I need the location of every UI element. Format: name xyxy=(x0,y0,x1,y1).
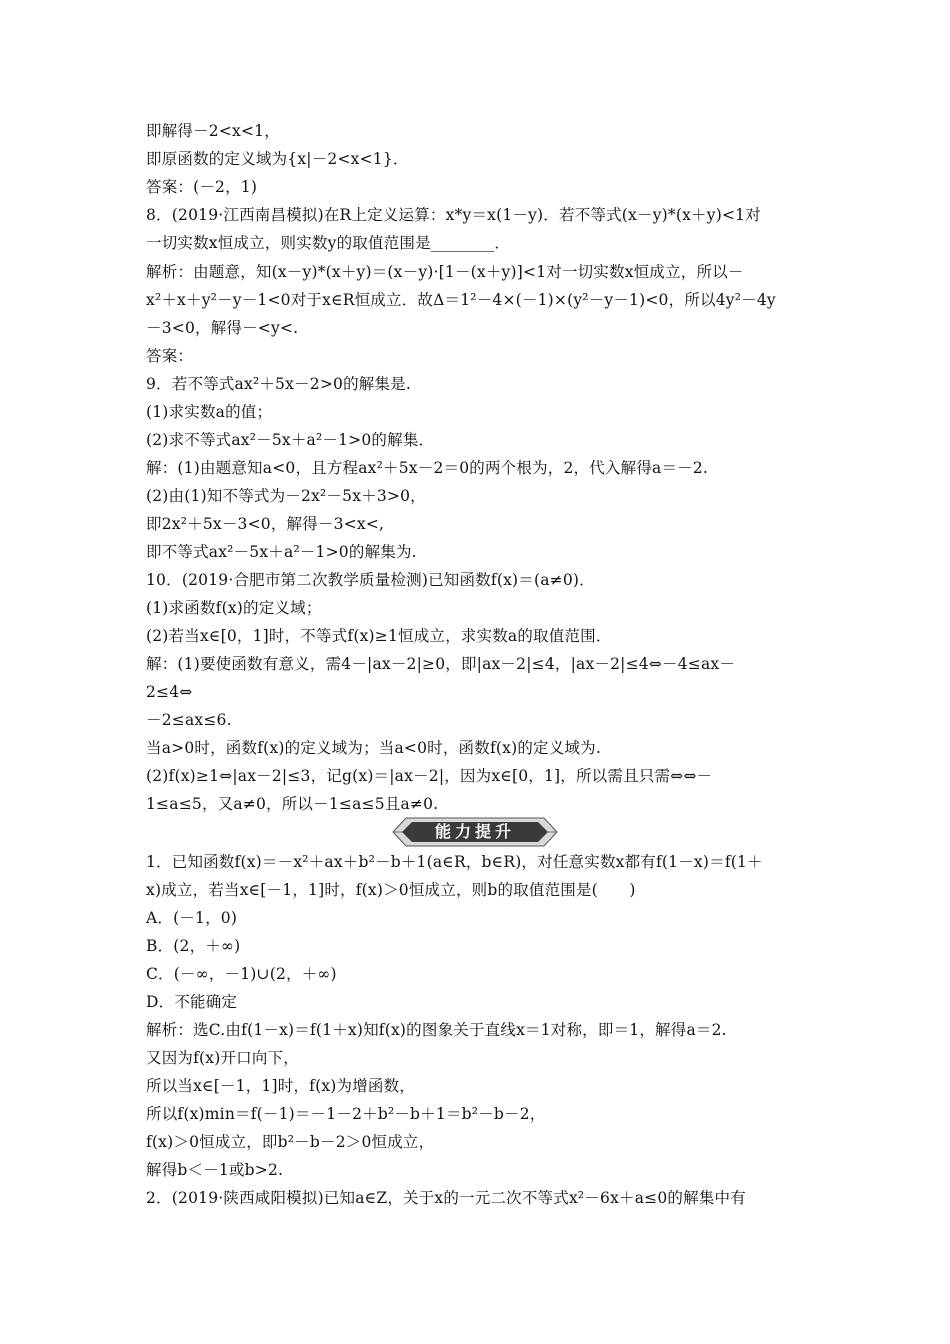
section-title: 能力提升 xyxy=(434,822,515,841)
text-line: 答案： xyxy=(146,347,194,365)
text-line: 1≤a≤5，又a≠0，所以－1≤a≤5且a≠0. xyxy=(146,795,439,813)
text-line: 8．(2019·江西南昌模拟)在R上定义运算：x*y＝x(1－y)．若不等式(x－y)*(x＋y)<1对 xyxy=(146,206,761,224)
text-line: (2)由(1)知不等式为－2x²－5x＋3>0， xyxy=(146,487,426,505)
text-line: B．(2，＋∞) xyxy=(146,937,241,955)
text-line: A．(－1，0) xyxy=(146,909,238,927)
text-line: 解析：由题意，知(x－y)*(x＋y)＝(x－y)·[1－(x＋y)]<1对一切实数x恒成立，所以－ xyxy=(146,263,744,281)
text-line: 当a>0时，函数f(x)的定义域为；当a<0时，函数f(x)的定义域为. xyxy=(146,739,601,757)
text-line: 1．已知函数f(x)＝－x²＋ax＋b²－b＋1(a∈R，b∈R)，对任意实数x都有f(1－x)＝f(1＋ xyxy=(146,853,763,871)
text-line: 又因为f(x)开口向下， xyxy=(146,1049,299,1067)
text-line: 即2x²＋5x－3<0，解得－3<x<, xyxy=(146,515,385,533)
text-line: 一切实数x恒成立，则实数y的取值范围是________． xyxy=(146,234,511,252)
text-line: 即原函数的定义域为{x|－2<x<1}． xyxy=(146,150,409,168)
text-line: －3<0，解得－<y<. xyxy=(146,319,299,337)
text-line: 所以f(x)min＝f(－1)＝－1－2＋b²－b＋1＝b²－b－2， xyxy=(146,1105,546,1123)
text-line: 即不等式ax²－5x＋a²－1>0的解集为. xyxy=(146,543,417,561)
text-line: 解：(1)要使函数有意义，需4－|ax－2|≥0，即|ax－2|≤4，|ax－2|≤4⇔－4≤ax－ xyxy=(146,655,736,673)
text-line: (2)若当x∈[0，1]时，不等式f(x)≥1恒成立，求实数a的取值范围． xyxy=(146,627,612,645)
text-line: 2．(2019·陕西咸阳模拟)已知a∈Z，关于x的一元二次不等式x²－6x＋a≤0的解集中有 xyxy=(146,1189,746,1207)
text-line: (2)f(x)≥1⇔|ax－2|≤3，记g(x)＝|ax－2|，因为x∈[0，1]，所以需且只需⇔⇔－ xyxy=(146,767,713,785)
text-line: x²＋x＋y²－y－1<0对于x∈R恒成立．故Δ＝1²－4×(－1)×(y²－y－1)<0，所以4y²－4y xyxy=(146,291,776,309)
text-line: x)成立，若当x∈[－1，1]时，f(x)＞0恒成立，则b的取值范围是( ) xyxy=(146,881,636,899)
text-line: 解得b＜－1或b>2. xyxy=(146,1161,284,1179)
text-line: 答案：(－2，1) xyxy=(146,178,258,196)
text-line: C．(－∞，－1)∪(2，＋∞) xyxy=(146,965,337,983)
text-line: 解析：选C.由f(1－x)＝f(1＋x)知f(x)的图象关于直线x＝1对称，即＝1，解得a＝2. xyxy=(146,1021,727,1039)
text-line: 10．(2019·合肥市第二次教学质量检测)已知函数f(x)＝(a≠0)． xyxy=(146,571,595,589)
text-line: (1)求实数a的值； xyxy=(146,403,273,421)
text-line: (1)求函数f(x)的定义域； xyxy=(146,599,322,617)
text-line: 解：(1)由题意知a<0，且方程ax²＋5x－2＝0的两个根为，2，代入解得a＝－2. xyxy=(146,459,709,477)
text-line: 即解得－2<x<1， xyxy=(146,122,280,140)
text-line: (2)求不等式ax²－5x＋a²－1>0的解集． xyxy=(146,431,435,449)
section-banner xyxy=(392,817,558,847)
text-line: D．不能确定 xyxy=(146,993,238,1011)
text-line: －2≤ax≤6. xyxy=(146,711,232,729)
text-line: 所以当x∈[－1，1]时，f(x)为增函数， xyxy=(146,1077,416,1095)
text-line: 2≤4⇔ xyxy=(146,683,193,701)
text-line: 9．若不等式ax²＋5x－2>0的解集是. xyxy=(146,375,411,393)
text-line: f(x)＞0恒成立，即b²－b－2＞0恒成立， xyxy=(146,1133,435,1151)
